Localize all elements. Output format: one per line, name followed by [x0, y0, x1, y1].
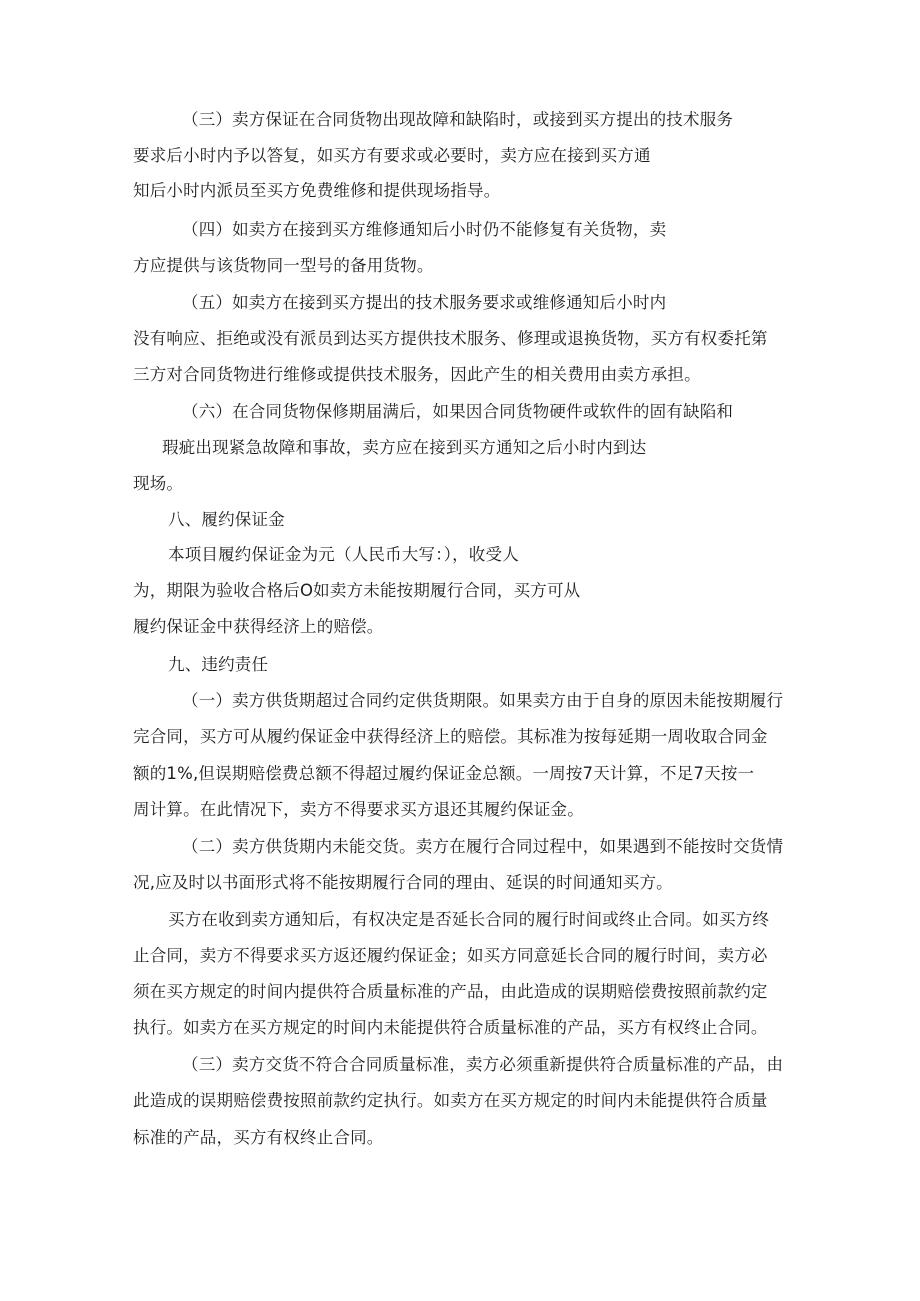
text-line: （四）如卖方在接到买方维修通知后小时仍不能修复有关货物，卖 [182, 220, 667, 239]
text-line: （三）卖方保证在合同货物出现故障和缺陷时，或接到买方提出的技术服务 [182, 110, 734, 129]
text-line: 止合同，卖方不得要求买方返还履约保证金；如买方同意延长合同的履行时间，卖方必 [133, 946, 768, 965]
text-line: 况,应及时以书面形式将不能按期履行合同的理由、延误的时间通知买方。 [133, 873, 673, 892]
text-line: 方应提供与该货物同一型号的备用货物。 [133, 256, 434, 275]
text-line: 瑕疵出现紧急故障和事故，卖方应在接到买方通知之后小时内到达 [162, 438, 647, 457]
text-line: 要求后小时内予以答复，如买方有要求或必要时，卖方应在接到买方通 [133, 146, 651, 165]
text-line: 没有响应、拒绝或没有派员到达买方提供技术服务、修理或退换货物，买方有权委托第 [133, 329, 768, 348]
text-line: 额的1%,但误期赔偿费总额不得超过履约保证金总额。一周按7天计算，不足7天按一 [133, 764, 755, 783]
text-line: 本项目履约保证金为元（人民币大写：），收受人 [168, 545, 519, 564]
text-line: 标准的产品，买方有权终止合同。 [133, 1128, 384, 1147]
text-line: 周计算。在此情况下，卖方不得要求买方退还其履约保证金。 [133, 800, 584, 819]
text-line: 三方对合同货物进行维修或提供技术服务，因此产生的相关费用由卖方承担。 [133, 365, 701, 384]
section-heading: 九、违约责任 [168, 655, 269, 674]
text-line: （三）卖方交货不符合合同质量标准，卖方必须重新提供符合质量标准的产品，由 [182, 1055, 784, 1074]
text-line: （一）卖方供货期超过合同约定供货期限。如果卖方由于自身的原因未能按期履行 [182, 691, 784, 710]
text-line: 此造成的误期赔偿费按照前款约定执行。如卖方在买方规定的时间内未能提供符合质量 [133, 1091, 768, 1110]
text-line: 为，期限为验收合格后O如卖方未能按期履行合同，买方可从 [133, 581, 581, 600]
text-line: （六）在合同货物保修期届满后，如果因合同货物硬件或软件的固有缺陷和 [182, 402, 734, 421]
text-line: 履约保证金中获得经济上的赔偿。 [133, 617, 384, 636]
text-line: 买方在收到卖方通知后，有权决定是否延长合同的履行时间或终止合同。如买方终 [168, 910, 770, 929]
text-line: 完合同，买方可从履约保证金中获得经济上的赔偿。其标准为按每延期一周收取合同金 [133, 727, 768, 746]
text-line: 执行。如卖方在买方规定的时间内未能提供符合质量标准的产品，买方有权终止合同。 [133, 1018, 768, 1037]
section-heading: 八、履约保证金 [168, 510, 285, 529]
text-line: （五）如卖方在接到买方提出的技术服务要求或维修通知后小时内 [182, 293, 667, 312]
text-line: 现场。 [133, 474, 184, 493]
text-line: 知后小时内派员至买方免费维修和提供现场指导。 [133, 181, 501, 200]
text-line: （二）卖方供货期内未能交货。卖方在履行合同过程中，如果遇到不能按时交货情 [182, 837, 784, 856]
text-line: 须在买方规定的时间内提供符合质量标准的产品，由此造成的误期赔偿费按照前款约定 [133, 982, 768, 1001]
